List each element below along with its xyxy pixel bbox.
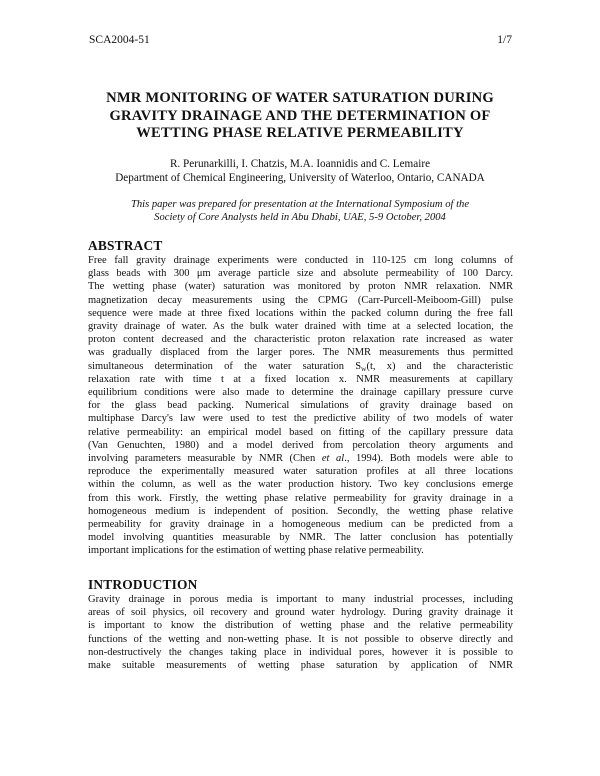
- abstract-line: magnetization decay measurements using the CPMG (Carr-Purcell-Meiboom-Gill) pulse: [88, 294, 513, 306]
- title-line: NMR MONITORING OF WATER SATURATION DURING: [106, 90, 494, 106]
- abstract-line: glass beads with 300 μm average particle size and absolute permeability of 100 Darcy.: [88, 268, 513, 280]
- abstract-line: multiphase Darcy's law were used to test the predictive ability of two models of water: [88, 413, 513, 425]
- abstract-line: important implications for the estimation of wetting phase relative permeability.: [88, 545, 424, 557]
- page-number: 1/7: [497, 34, 512, 46]
- abstract-line: relaxation rate with time t at a fixed location x. NMR measurements at capillary: [88, 373, 513, 385]
- abstract-text: [88, 254, 513, 558]
- abstract-line: model involving quantities measurable by NMR. The latter conclusion has potentially: [88, 532, 513, 544]
- abstract-line-saturation: [88, 360, 513, 373]
- intro-line: functions of the wetting and non-wetting phase. It is not possible to observe directly and: [88, 633, 513, 645]
- note-line: This paper was prepared for presentation at the International Symposium of the: [130, 199, 470, 210]
- saturation-subscript: w: [361, 363, 367, 373]
- title-line: GRAVITY DRAINAGE AND THE DETERMINATION OF: [109, 107, 491, 124]
- intro-line: areas of soil physics, oil recovery and ground water hydrology. During gravity drainage it: [88, 607, 513, 619]
- author-affiliation: Department of Chemical Engineering, University of Waterloo, Ontario, CANADA: [115, 172, 485, 184]
- author-block: [60, 157, 540, 185]
- abstract-line: relative permeability: an empirical model based on fitting of the capillary pressure data: [88, 426, 513, 438]
- abstract-line: was gradually displaced from the larger pores. The NMR measurements thus permitted: [88, 347, 513, 359]
- saturation-rest: (t, x) and the characteristic: [366, 360, 513, 372]
- et-al: et al: [321, 453, 345, 465]
- abstract-line: Free fall gravity drainage experiments were conducted in 110-125 cm long columns of: [88, 255, 513, 266]
- abstract-line-citation: [88, 452, 513, 465]
- citation-text: involving parameters measurable by NMR (Chen: [88, 453, 322, 465]
- saturation-text: simultaneous determination of the water saturation S: [88, 360, 362, 372]
- symposium-note: [90, 198, 510, 225]
- paper-id: SCA2004-51: [89, 34, 150, 46]
- intro-line: make suitable measurements of wetting phase saturation by application of NMR: [88, 660, 513, 672]
- abstract-line: for the glass bead packing. Numerical simulations of gravity drainage based on: [88, 400, 513, 412]
- abstract-line: from this work. Firstly, the wetting phase relative permeability for gravity drainage in a: [88, 492, 513, 504]
- abstract-line: permeability for gravity drainage in a homogeneous medium can be predicted from a: [88, 519, 513, 531]
- page-header: [89, 34, 512, 46]
- intro-line: is important to know the distribution of wetting phase and the relative permeability: [88, 620, 513, 632]
- citation-rest: ., 1994). Both models were able to: [344, 453, 513, 465]
- introduction-heading: INTRODUCTION: [88, 577, 198, 592]
- author-names: R. Perunarkilli, I. Chatzis, M.A. Ioannidis and C. Lemaire: [169, 158, 431, 170]
- abstract-line: homogeneous medium is independent of position. Secondly, the wetting phase relative: [88, 505, 513, 517]
- abstract-heading: ABSTRACT: [88, 238, 163, 253]
- note-line: Society of Core Analysts held in Abu Dhabi, UAE, 5-9 October, 2004: [154, 212, 446, 224]
- abstract-line: within the column, as well as the water production history. Two key conclusions emerge: [88, 479, 513, 491]
- abstract-line: The wetting phase (water) saturation was monitored by proton NMR relaxation. NMR: [88, 281, 513, 293]
- abstract-line: sequence were made at three fixed locations within the packed column during the free fall: [88, 307, 513, 319]
- abstract-line: proton content decreased and the characteristic proton relaxation rate increased as water: [88, 334, 513, 346]
- abstract-line: (Van Genuchten, 1980) and a model derived from percolation theory arguments and: [88, 439, 513, 451]
- intro-line: non-destructively the changes taking place in individual pores, however it is possible to: [88, 646, 513, 658]
- intro-line: Gravity drainage in porous media is important to many industrial processes, including: [88, 594, 513, 605]
- title-line: WETTING PHASE RELATIVE PERMEABILITY: [136, 125, 464, 141]
- paper-title: [70, 90, 530, 143]
- abstract-line: reproduce the experimentally measured water saturation profiles at all three locations: [88, 466, 513, 478]
- abstract-line: gravity drainage of water. As the bulk water drained with time at a selected location, the: [88, 321, 513, 333]
- introduction-text: [88, 593, 513, 672]
- abstract-line: equilibrium conditions were also made to determine the drainage capillary pressure curve: [88, 387, 513, 399]
